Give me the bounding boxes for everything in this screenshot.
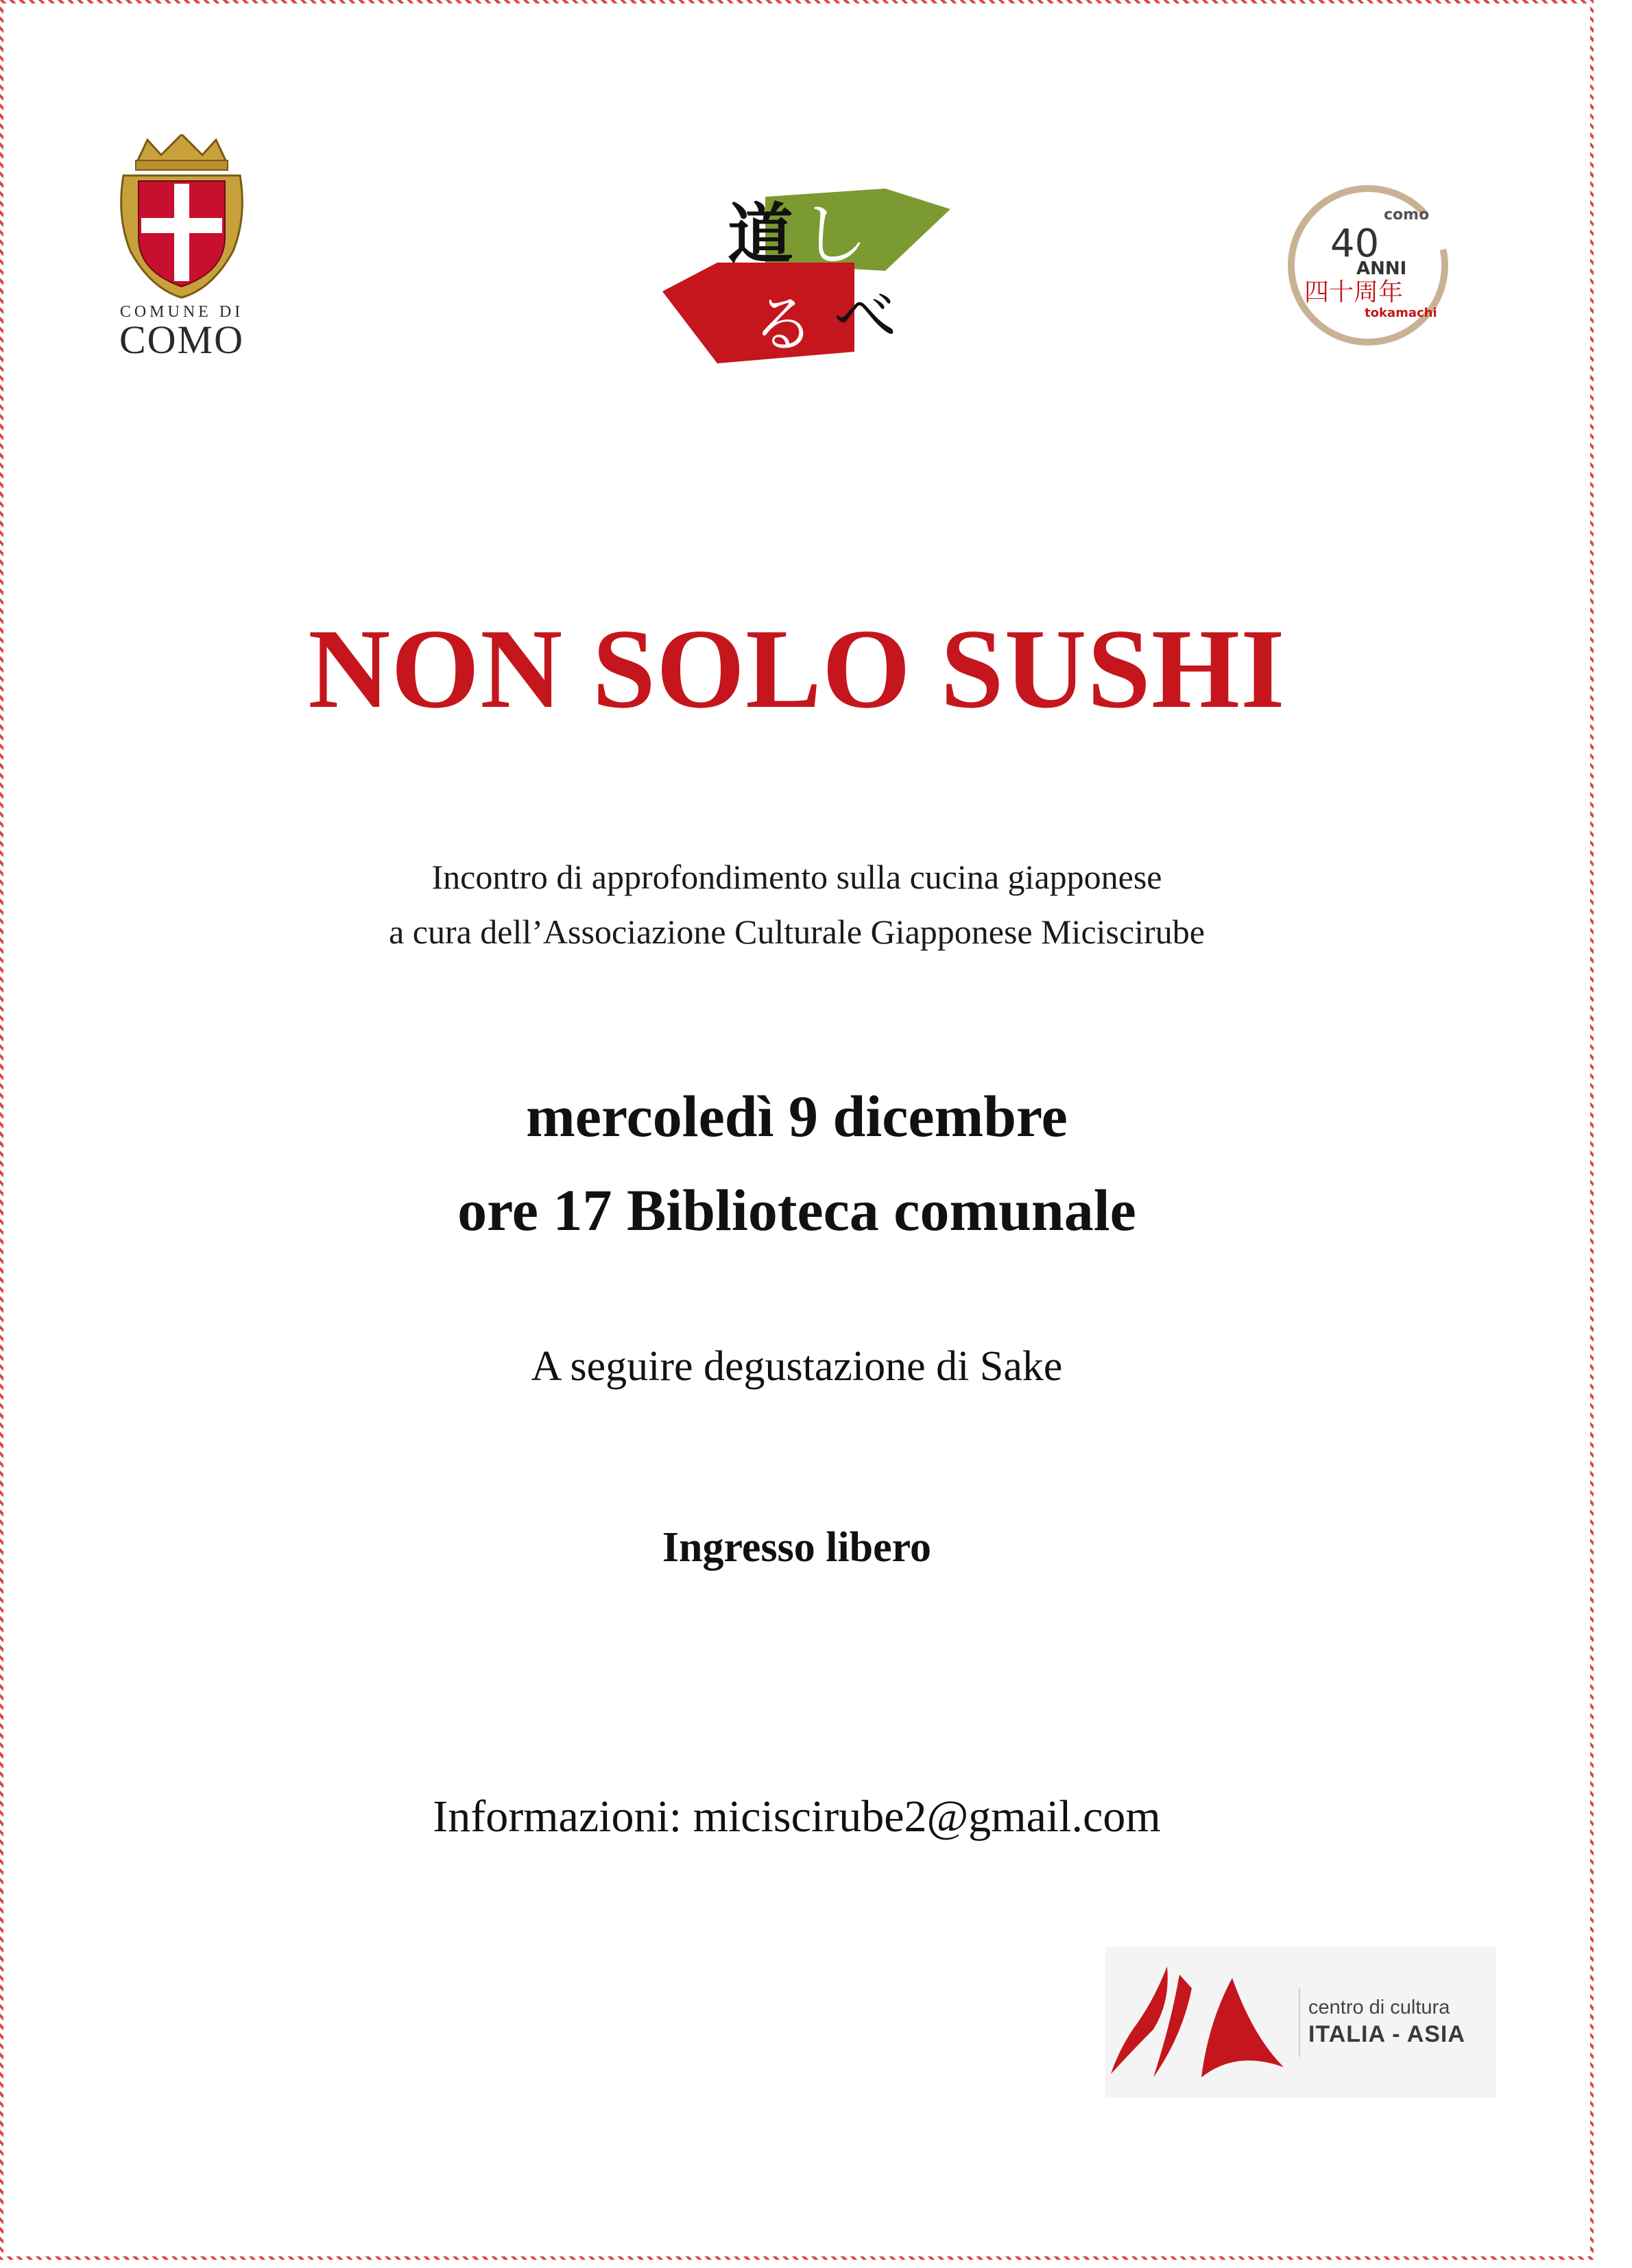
italia-asia-logo-icon xyxy=(1105,1947,1297,2098)
event-date: mercoledì 9 dicembre xyxy=(526,1083,1068,1149)
event-time-venue: ore 17 Biblioteca comunale xyxy=(457,1177,1136,1243)
michishirube-logo xyxy=(662,182,950,368)
como-caption-line2: COMO xyxy=(119,317,245,362)
anni-word: ANNI xyxy=(1356,258,1407,279)
michi-kana-top: し xyxy=(800,195,868,275)
como-40-anni-seal-icon xyxy=(1282,180,1454,351)
michi-kana-right: べ xyxy=(834,280,898,353)
michi-kana-bottom: る xyxy=(752,288,815,361)
anni-bottom: tokamachi xyxy=(1365,306,1437,320)
como-coat-of-arms-icon xyxy=(110,134,254,299)
michi-kanji: 道 xyxy=(728,196,793,273)
info-contact: Informazioni: miciscirube2@gmail.com xyxy=(433,1792,1161,1842)
subtitle-line2: a cura dell’Associazione Culturale Giapponese Miciscirube xyxy=(389,913,1205,951)
michishirube-logo-icon xyxy=(662,182,950,368)
entry-text: Ingresso libero xyxy=(662,1524,932,1571)
como-40-anni-logo xyxy=(1282,180,1454,351)
event-title: NON SOLO SUSHI xyxy=(308,605,1286,732)
comune-di-como-logo xyxy=(110,134,254,361)
italia-line1: centro di cultura xyxy=(1308,1996,1450,2018)
followup-text: A seguire degustazione di Sake xyxy=(531,1343,1063,1390)
anni-number: 40 xyxy=(1330,221,1380,266)
italia-line2: ITALIA - ASIA xyxy=(1308,2021,1465,2047)
como-caption-line1: COMUNE DI xyxy=(119,303,244,321)
italia-asia-logo xyxy=(1105,1947,1496,2098)
anni-top: como xyxy=(1384,206,1430,224)
subtitle-line1: Incontro di approfondimento sulla cucina giapponese xyxy=(431,858,1162,896)
italia-divider xyxy=(1299,1988,1300,2057)
anni-kanji: 四十周年 xyxy=(1304,278,1404,306)
